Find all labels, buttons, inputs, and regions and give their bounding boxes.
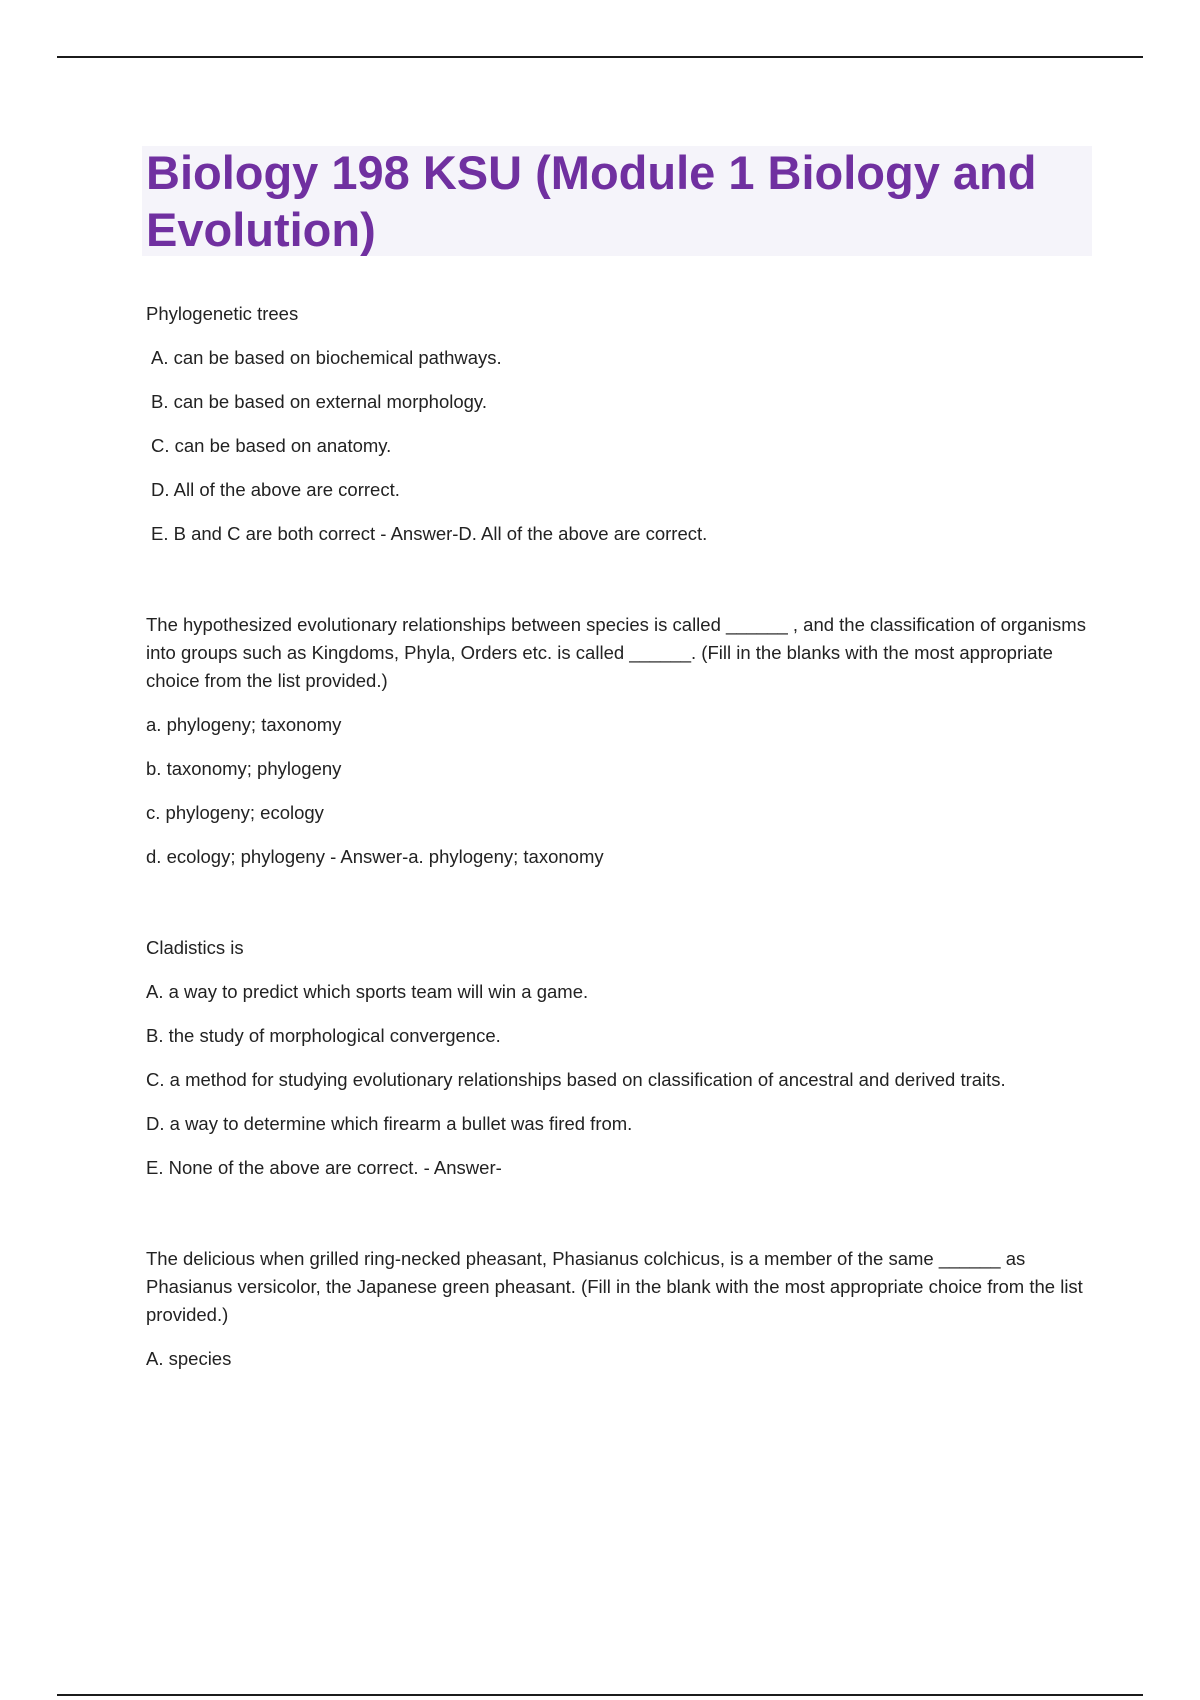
answer-option: C. can be based on anatomy.: [151, 435, 392, 456]
question-stem: Cladistics is: [146, 937, 244, 958]
answer-option: A. can be based on biochemical pathways.: [151, 347, 502, 368]
answer-option: B. can be based on external morphology.: [151, 391, 487, 412]
answer-option: C. a method for studying evolutionary relationships based on classification of ancestral and derived traits.: [146, 1069, 1006, 1090]
answer-option: d. ecology; phylogeny - Answer-a. phylogeny; taxonomy: [146, 846, 604, 867]
answer-option: b. taxonomy; phylogeny: [146, 758, 342, 779]
page-top-rule: [57, 56, 1143, 58]
question-stem: The delicious when grilled ring-necked pheasant, Phasianus colchicus, is a member of the same ______ as Phasianus versicolor, the Japanese green pheasant. (Fill in the blank with the most appropriate choice from the list provided.): [146, 1248, 1083, 1325]
answer-option: A. species: [146, 1348, 232, 1369]
answer-option: B. the study of morphological convergence.: [146, 1025, 501, 1046]
page-bottom-rule: [57, 1694, 1143, 1696]
question-stem: The hypothesized evolutionary relationships between species is called ______ , and the classification of organisms into groups such as Kingdoms, Phyla, Orders etc. is called ______. (Fill in the blanks with the most appropriate choice from the list provided.): [146, 614, 1086, 691]
answer-option: A. a way to predict which sports team will win a game.: [146, 981, 589, 1002]
answer-option: E. B and C are both correct - Answer-D. All of the above are correct.: [151, 523, 708, 544]
answer-option: D. a way to determine which firearm a bullet was fired from.: [146, 1113, 633, 1134]
document-title: Biology 198 KSU (Module 1 Biology and Evolution): [146, 146, 1037, 256]
answer-option: E. None of the above are correct. - Answer-: [146, 1157, 502, 1178]
answer-option: a. phylogeny; taxonomy: [146, 714, 342, 735]
question-3: [146, 934, 1091, 1182]
question-4: [146, 1245, 1091, 1373]
question-list: [146, 300, 1091, 1373]
answer-option: D. All of the above are correct.: [151, 479, 400, 500]
question-1: [146, 300, 1091, 548]
question-stem: Phylogenetic trees: [146, 303, 299, 324]
answer-option: c. phylogeny; ecology: [146, 802, 324, 823]
question-2: [146, 611, 1091, 871]
